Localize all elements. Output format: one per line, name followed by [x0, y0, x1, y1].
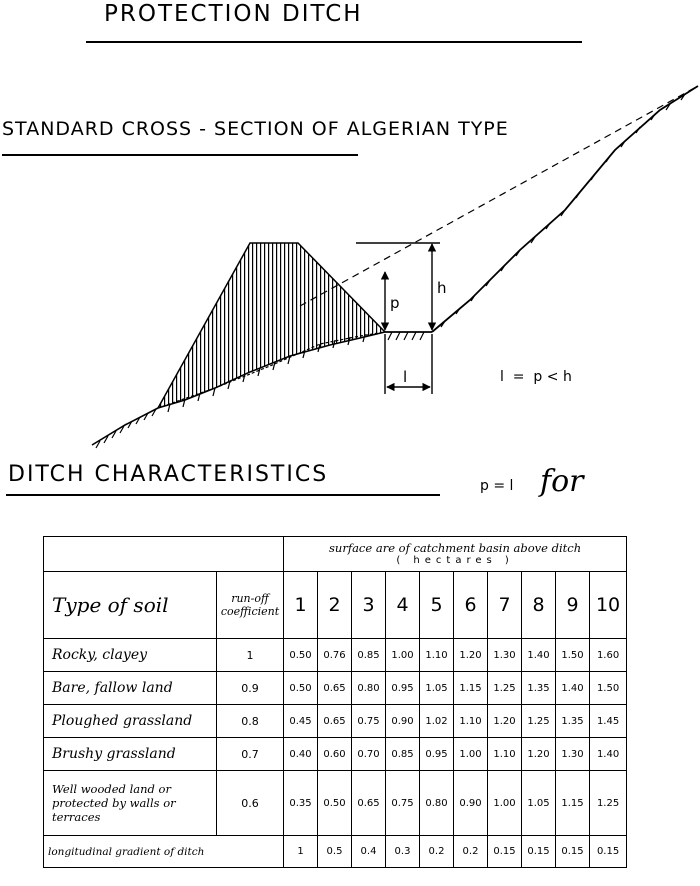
ditch-width-cell: 0.90	[386, 705, 420, 738]
ditch-width-cell: 0.80	[420, 771, 454, 836]
label-p: p	[390, 294, 400, 312]
formula: l = p < h	[500, 369, 572, 385]
area-header-1: 1	[284, 572, 318, 639]
soil-type-cell: Brushy grassland	[44, 738, 217, 771]
projection-line	[300, 86, 698, 306]
main-title: PROTECTION DITCH	[104, 1, 363, 27]
catchment-header-label: surface are of catchment basin above ditch	[329, 541, 582, 555]
ditch-width-cell: 1.35	[556, 705, 590, 738]
area-header-5: 5	[420, 572, 454, 639]
ditch-width-cell: 0.95	[386, 672, 420, 705]
ditch-width-cell: 1.10	[488, 738, 522, 771]
ditch-width-cell: 1.25	[522, 705, 556, 738]
gradient-value-cell: 0.15	[590, 836, 627, 868]
ditch-width-cell: 1.20	[522, 738, 556, 771]
catchment-unit-label: ( hectares )	[396, 555, 514, 566]
ditch-width-cell: 1.05	[522, 771, 556, 836]
ditch-width-cell: 0.65	[352, 771, 386, 836]
ditch-width-cell: 1.10	[420, 639, 454, 672]
ditch-width-cell: 0.50	[284, 672, 318, 705]
ditch-width-cell: 0.76	[318, 639, 352, 672]
ditch-width-cell: 1.40	[522, 639, 556, 672]
ditch-width-cell: 0.75	[386, 771, 420, 836]
ditch-width-cell: 0.75	[352, 705, 386, 738]
area-header-9: 9	[556, 572, 590, 639]
table-row	[44, 672, 627, 705]
ditch-width-cell: 1.30	[488, 639, 522, 672]
ditch-width-cell: 1.00	[386, 639, 420, 672]
ditch-width-cell: 0.65	[318, 672, 352, 705]
catchment-header	[284, 537, 627, 572]
ditch-width-cell: 1.02	[420, 705, 454, 738]
soil-type-cell: Ploughed grassland	[44, 705, 217, 738]
condition-text: p = l	[480, 478, 514, 494]
ditch-width-cell: 1.25	[488, 672, 522, 705]
gradient-label: longitudinal gradient of ditch	[44, 836, 284, 868]
soil-type-header: Type of soil	[44, 572, 217, 639]
gradient-value-cell: 0.4	[352, 836, 386, 868]
gradient-value-cell: 0.5	[318, 836, 352, 868]
ditch-width-cell: 1.35	[522, 672, 556, 705]
ditch-width-cell: 1.15	[556, 771, 590, 836]
ditch-width-cell: 0.45	[284, 705, 318, 738]
section-title: STANDARD CROSS - SECTION OF ALGERIAN TYPE	[2, 118, 509, 140]
ditch-width-cell: 0.90	[454, 771, 488, 836]
area-header-8: 8	[522, 572, 556, 639]
runoff-coefficient-header: run-off coefficient	[217, 572, 284, 639]
soil-type-cell: Rocky, clayey	[44, 639, 217, 672]
gradient-value-cell: 0.15	[488, 836, 522, 868]
ditch-width-cell: 0.50	[318, 771, 352, 836]
gradient-value-cell: 0.2	[420, 836, 454, 868]
table-row	[44, 639, 627, 672]
gradient-row	[44, 836, 627, 868]
ditch-width-cell: 0.60	[318, 738, 352, 771]
ditch-width-cell: 1.15	[454, 672, 488, 705]
ditch-width-cell: 1.20	[488, 705, 522, 738]
ditch-width-cell: 1.40	[590, 738, 627, 771]
table-corner-cell	[44, 537, 284, 572]
area-header-2: 2	[318, 572, 352, 639]
ditch-width-cell: 0.85	[386, 738, 420, 771]
characteristics-title: DITCH CHARACTERISTICS	[8, 462, 329, 487]
ditch-width-cell: 1.20	[454, 639, 488, 672]
ditch-width-cell: 1.45	[590, 705, 627, 738]
gradient-value-cell: 0.2	[454, 836, 488, 868]
ditch-width-cell: 1.25	[590, 771, 627, 836]
ditch-width-cell: 0.65	[318, 705, 352, 738]
runoff-coefficient-cell: 0.9	[217, 672, 284, 705]
ditch-width-cell: 1.40	[556, 672, 590, 705]
ditch-width-cell: 1.00	[454, 738, 488, 771]
table-row	[44, 738, 627, 771]
table-row	[44, 705, 627, 738]
area-header-4: 4	[386, 572, 420, 639]
label-l: l	[403, 368, 408, 386]
ditch-width-cell: 1.00	[488, 771, 522, 836]
characteristics-underline	[6, 494, 440, 496]
label-h: h	[437, 279, 447, 297]
ditch-width-cell: 0.40	[284, 738, 318, 771]
ditch-width-cell: 0.70	[352, 738, 386, 771]
soil-type-cell: Well wooded land or protected by walls or terraces	[44, 771, 217, 836]
ditch-width-cell: 1.50	[556, 639, 590, 672]
soil-type-cell: Bare, fallow land	[44, 672, 217, 705]
runoff-coefficient-cell: 0.8	[217, 705, 284, 738]
ditch-width-cell: 0.85	[352, 639, 386, 672]
area-header-10: 10	[590, 572, 627, 639]
area-header-3: 3	[352, 572, 386, 639]
gradient-value-cell: 1	[284, 836, 318, 868]
area-header-6: 6	[454, 572, 488, 639]
runoff-coefficient-cell: 0.7	[217, 738, 284, 771]
gradient-value-cell: 0.3	[386, 836, 420, 868]
ditch-characteristics-table	[43, 536, 627, 868]
table-row	[44, 771, 627, 836]
ditch-width-cell: 0.95	[420, 738, 454, 771]
ground-upslope	[432, 86, 698, 332]
ditch-width-cell: 1.05	[420, 672, 454, 705]
gradient-value-cell: 0.15	[556, 836, 590, 868]
ditch-width-cell: 0.80	[352, 672, 386, 705]
runoff-coefficient-cell: 1	[217, 639, 284, 672]
area-header-7: 7	[488, 572, 522, 639]
ditch-width-cell: 1.10	[454, 705, 488, 738]
condition-for-text: for	[540, 464, 584, 499]
embankment-mound	[158, 243, 385, 408]
ditch-width-cell: 0.35	[284, 771, 318, 836]
ditch-width-cell: 1.60	[590, 639, 627, 672]
ditch-width-cell: 1.30	[556, 738, 590, 771]
gradient-value-cell: 0.15	[522, 836, 556, 868]
ditch-width-cell: 1.50	[590, 672, 627, 705]
runoff-coefficient-cell: 0.6	[217, 771, 284, 836]
ditch-width-cell: 0.50	[284, 639, 318, 672]
